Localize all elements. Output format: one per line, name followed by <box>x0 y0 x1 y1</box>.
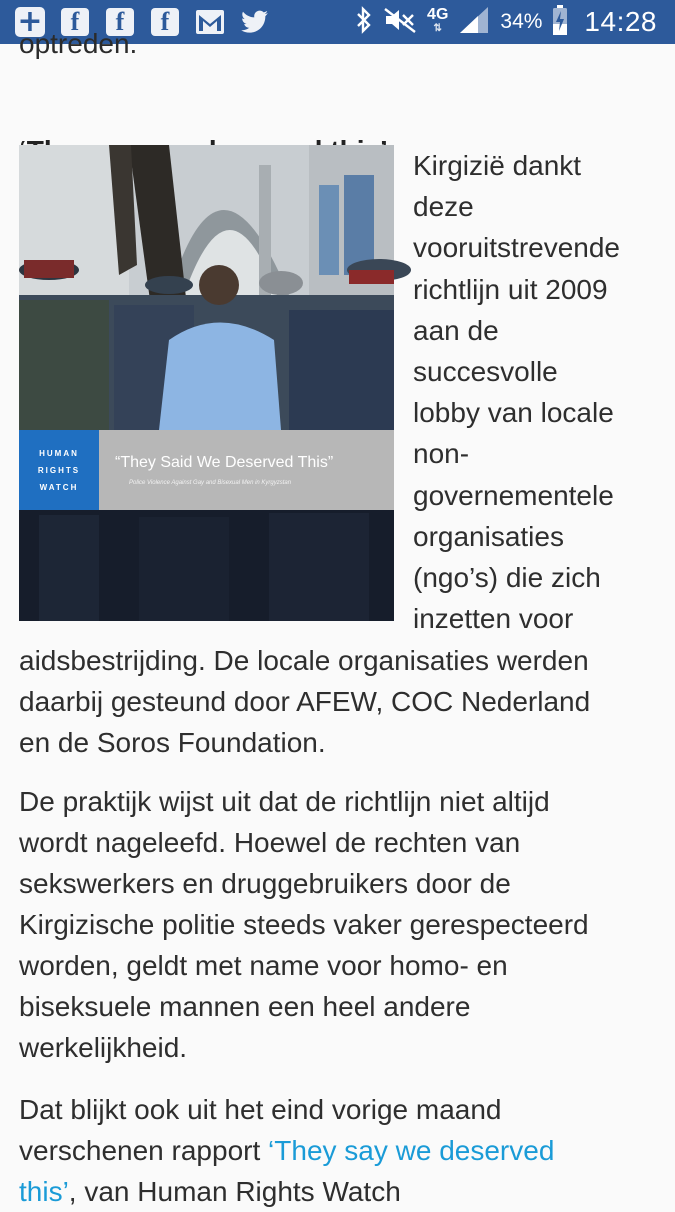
add-notification-icon[interactable]: + <box>14 6 46 38</box>
text-line: inzetten voor <box>413 603 574 635</box>
text-line: (ngo’s) die zich <box>413 562 601 594</box>
gmail-icon[interactable] <box>194 6 226 38</box>
facebook-icon[interactable]: f <box>59 6 91 38</box>
paragraph-continuation <box>19 640 590 763</box>
text-line: Dat blijkt ook uit het eind vorige maand <box>19 1094 502 1125</box>
text-line: sekswerkers en druggebruikers door de <box>19 868 511 899</box>
text-line: organisaties <box>413 520 564 552</box>
text-line: deze <box>413 191 474 223</box>
hrw-logo-line: HUMAN <box>39 449 79 458</box>
battery-charging-icon <box>552 5 568 40</box>
text-line: worden, geldt met name voor homo- en <box>19 950 508 981</box>
text-line: Kirgizië dankt <box>413 150 582 181</box>
paragraph-wrapped-beside-image <box>413 145 668 639</box>
facebook-icon[interactable]: f <box>149 6 181 38</box>
paragraph-report-mention <box>19 1089 554 1212</box>
text-line: non- <box>413 438 470 470</box>
text-line: biseksuele mannen een heel andere <box>19 991 471 1022</box>
text-line: aidsbestrijding. De locale organisaties werden <box>19 645 589 676</box>
clipped-text: optreden. <box>19 28 138 59</box>
paragraph-practice <box>19 781 589 1068</box>
report-link[interactable]: ‘They say we deserved <box>268 1135 555 1166</box>
text-line: en de Soros Foundation. <box>19 727 326 758</box>
report-title: “They Said We Deserved This” <box>115 454 334 471</box>
report-cover-illustration <box>19 145 394 621</box>
text-line: De praktijk wijst uit dat de richtlijn niet altijd <box>19 786 550 817</box>
report-cover-image[interactable] <box>19 145 394 621</box>
text-line: richtlijn uit 2009 <box>413 273 608 305</box>
text-line: verschenen rapport <box>19 1135 269 1166</box>
mute-icon <box>383 6 417 39</box>
signal-icon <box>458 5 490 40</box>
report-subtitle: Police Violence Against Gay and Bisexual Men in Kyrgyzstan <box>129 480 292 486</box>
hrw-logo-line: WATCH <box>39 483 79 492</box>
report-link-continued[interactable]: this’ <box>19 1176 69 1207</box>
text-line: , van Human Rights Watch <box>68 1176 401 1207</box>
twitter-icon[interactable] <box>239 6 271 38</box>
bluetooth-icon <box>355 6 373 39</box>
clock: 14:28 <box>584 6 657 37</box>
battery-percentage: 34% <box>500 10 543 33</box>
text-line: lobby van locale <box>413 397 614 429</box>
text-line: governementele <box>413 479 614 511</box>
article-content <box>0 28 675 1207</box>
network-type: 4G ⇅ <box>427 6 449 34</box>
hrw-logo-line: RIGHTS <box>37 466 81 475</box>
text-line: aan de <box>413 314 499 346</box>
text-line: vooruitstrevende <box>413 232 621 264</box>
facebook-icon[interactable]: f <box>104 6 136 38</box>
text-line: Kirgizische politie steeds vaker gerespecteerd <box>19 909 589 940</box>
text-line: succesvolle <box>413 356 558 388</box>
system-indicators <box>355 0 657 44</box>
text-line: werkelijkheid. <box>19 1032 188 1063</box>
text-line: wordt nageleefd. Hoewel de rechten van <box>19 827 521 858</box>
text-line: daarbij gesteund door AFEW, COC Nederland <box>19 686 591 717</box>
